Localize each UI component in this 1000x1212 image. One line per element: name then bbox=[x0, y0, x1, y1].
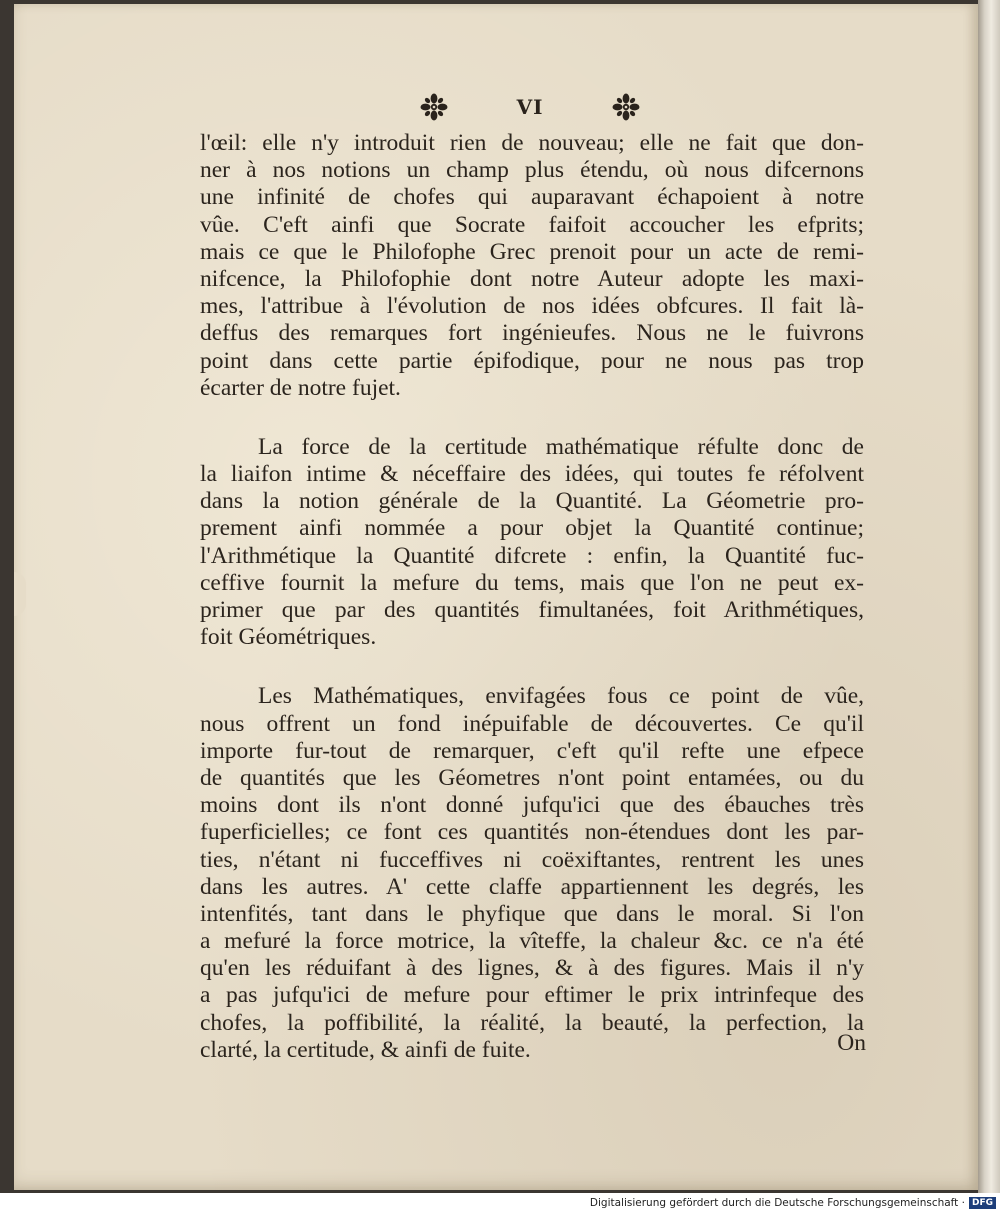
text-line: qu'en les réduifant à des lignes, & à des figures. Mais il n'y bbox=[200, 955, 864, 982]
text-line: Les Mathématiques, envifagées fous ce point de vûe, bbox=[258, 683, 864, 710]
credit-text: Digitalisierung gefördert durch die Deutsche Forschungsgemeinschaft · bbox=[589, 1196, 965, 1209]
page-edge bbox=[978, 0, 1000, 1193]
text-line: ceffive fournit la mefure du tems, mais que l'on ne peut ex- bbox=[200, 569, 864, 596]
text-line: fuperficielles; ce font ces quantités non-étendues dont les par- bbox=[200, 819, 864, 846]
page-header bbox=[420, 90, 640, 124]
text-line: dans les autres. A' cette claffe appartiennent les degrés, les bbox=[200, 873, 864, 900]
text-line: moins dont ils n'ont donné jufqu'ici que des ébauches très bbox=[200, 792, 864, 819]
text-line: clarté, la certitude, & ainfi de fuite. bbox=[200, 1036, 531, 1063]
text-line: foit Géométriques. bbox=[200, 624, 377, 651]
text-line: nous offrent un fond inépuifable de découvertes. Ce qu'il bbox=[200, 710, 864, 737]
text-line: ties, n'étant ni fucceffives ni coëxiftantes, rentrent les unes bbox=[200, 846, 864, 873]
dfg-logo: DFG bbox=[969, 1197, 996, 1209]
text-line: une infinité de chofes qui auparavant échapoient à notre bbox=[200, 184, 864, 211]
text-line: de quantités que les Géometres n'ont point entamées, ou du bbox=[200, 764, 864, 791]
text-line: ner à nos notions un champ plus étendu, où nous difcernons bbox=[200, 157, 864, 184]
text-line: importe fur-tout de remarquer, c'eft qu'il refte une efpece bbox=[200, 737, 864, 764]
fleuron-right-icon bbox=[612, 93, 640, 121]
text-line: chofes, la poffibilité, la réalité, la beauté, la perfection, la bbox=[200, 1009, 864, 1036]
text-line: l'œil: elle n'y introduit rien de nouveau; elle ne fait que don- bbox=[200, 130, 864, 156]
text-line: l'Arithmétique la Quantité difcrete : enfin, la Quantité fuc- bbox=[200, 542, 864, 569]
paragraph bbox=[200, 130, 864, 402]
text-line: mes, l'attribue à l'évolution de nos idées obfcures. Il fait là- bbox=[200, 293, 864, 320]
digitization-credit-bar bbox=[0, 1193, 1000, 1212]
text-line: point dans cette partie épifodique, pour ne nous pas trop bbox=[200, 347, 864, 374]
spine-notch bbox=[14, 572, 26, 616]
text-line: a pas jufqu'ici de mefure pour eftimer le prix intrinfeque des bbox=[200, 982, 864, 1009]
paragraph bbox=[200, 434, 864, 652]
text-line: La force de la certitude mathématique réfulte donc de bbox=[258, 433, 864, 460]
body-text bbox=[200, 130, 864, 1064]
text-line: prement ainfi nommée a pour objet la Quantité continue; bbox=[200, 515, 864, 542]
fleuron-left-icon bbox=[420, 93, 448, 121]
text-line: la liaifon intime & néceffaire des idées, qui toutes fe réfolvent bbox=[200, 461, 864, 488]
paragraph bbox=[200, 683, 864, 1064]
text-line: a mefuré la force motrice, la vîteffe, la chaleur &c. ce n'a été bbox=[200, 928, 864, 955]
text-line: deffus des remarques fort ingénieufes. Nous ne le fuivrons bbox=[200, 320, 864, 347]
text-line: mais ce que le Philofophe Grec prenoit pour un acte de remi- bbox=[200, 238, 864, 265]
page-number: VI bbox=[516, 95, 544, 119]
text-line: primer que par des quantités fimultanées, foit Arithmétiques, bbox=[200, 597, 864, 623]
text-line: vûe. C'eft ainfi que Socrate faifoit accoucher les efprits; bbox=[200, 211, 864, 238]
text-line: dans la notion générale de la Quantité. La Géometrie pro- bbox=[200, 488, 864, 515]
text-line: intenfités, tant dans le phyfique que dans le moral. Si l'on bbox=[200, 900, 864, 927]
text-line: écarter de notre fujet. bbox=[200, 374, 401, 401]
catchword: On bbox=[837, 1030, 866, 1056]
text-line: nifcence, la Philofophie dont notre Auteur adopte les maxi- bbox=[200, 265, 864, 292]
